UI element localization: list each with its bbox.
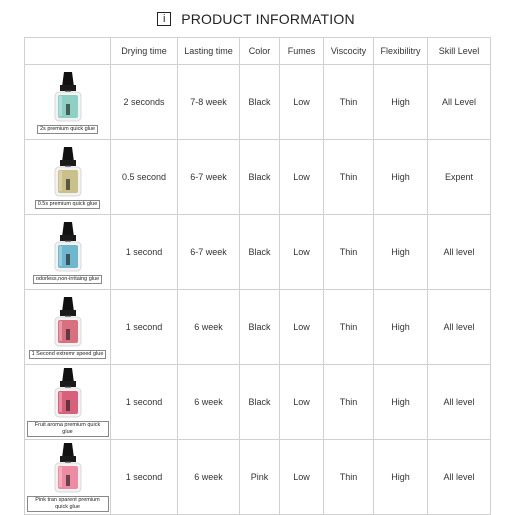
skill-level-cell: Expent: [428, 140, 491, 215]
product-cell: [25, 290, 111, 365]
lasting-time-cell: 6 week: [178, 290, 240, 365]
lasting-time-cell: 6-7 week: [178, 215, 240, 290]
fumes-cell: Low: [280, 65, 324, 140]
column-header-color: Color: [240, 38, 280, 65]
color-cell: Black: [240, 140, 280, 215]
table-row: [25, 140, 491, 215]
glue-bottle-image: [50, 221, 86, 273]
viscosity-cell: Thin: [324, 140, 374, 215]
lasting-time-cell: 6-7 week: [178, 140, 240, 215]
column-header-flexibility: Flexibilitry: [374, 38, 428, 65]
color-cell: Black: [240, 215, 280, 290]
table-row: [25, 215, 491, 290]
column-header-viscosity: Viscocity: [324, 38, 374, 65]
fumes-cell: Low: [280, 440, 324, 515]
lasting-time-cell: 6 week: [178, 440, 240, 515]
lasting-time-cell: 7-8 week: [178, 65, 240, 140]
skill-level-cell: All level: [428, 440, 491, 515]
glue-bottle-image: [50, 442, 86, 494]
page-title: PRODUCT INFORMATION: [181, 11, 355, 27]
product-name-label: 1 Second extremr speed glue: [29, 350, 107, 359]
column-header-skill-level: Skill Level: [428, 38, 491, 65]
drying-time-cell: 0.5 second: [111, 140, 178, 215]
color-cell: Black: [240, 65, 280, 140]
page-header: [0, 9, 512, 29]
color-cell: Pink: [240, 440, 280, 515]
drying-time-cell: 1 second: [111, 365, 178, 440]
product-cell: [25, 140, 111, 215]
product-name-label: 2s premium quick glue: [37, 125, 98, 134]
product-cell: [25, 365, 111, 440]
skill-level-cell: All Level: [428, 65, 491, 140]
flexibility-cell: High: [374, 140, 428, 215]
product-info-table: [24, 37, 491, 515]
viscosity-cell: Thin: [324, 215, 374, 290]
product-cell: [25, 65, 111, 140]
fumes-cell: Low: [280, 140, 324, 215]
fumes-cell: Low: [280, 290, 324, 365]
column-header-product: [25, 38, 111, 65]
product-name-label: Fruit aroma premium quick glue: [27, 421, 109, 437]
table-header-row: [25, 38, 491, 65]
skill-level-cell: All level: [428, 290, 491, 365]
skill-level-cell: All level: [428, 365, 491, 440]
column-header-lasting-time: Lasting time: [178, 38, 240, 65]
drying-time-cell: 1 second: [111, 215, 178, 290]
glue-bottle-image: [50, 367, 86, 419]
glue-bottle-image: [50, 146, 86, 198]
fumes-cell: Low: [280, 365, 324, 440]
color-cell: Black: [240, 290, 280, 365]
lasting-time-cell: 6 week: [178, 365, 240, 440]
product-name-label: 0.5s premium quick glue: [35, 200, 101, 209]
glue-bottle-image: [50, 71, 86, 123]
viscosity-cell: Thin: [324, 290, 374, 365]
viscosity-cell: Thin: [324, 440, 374, 515]
glue-bottle-image: [50, 296, 86, 348]
flexibility-cell: High: [374, 215, 428, 290]
flexibility-cell: High: [374, 290, 428, 365]
viscosity-cell: Thin: [324, 65, 374, 140]
flexibility-cell: High: [374, 365, 428, 440]
drying-time-cell: 1 second: [111, 290, 178, 365]
product-name-label: odorless,non-irritaing glue: [33, 275, 102, 284]
table-row: [25, 440, 491, 515]
column-header-drying-time: Drying time: [111, 38, 178, 65]
product-name-label: Pink tran sparent premium quick glue: [27, 496, 109, 512]
table-row: [25, 65, 491, 140]
flexibility-cell: High: [374, 440, 428, 515]
table-row: [25, 365, 491, 440]
skill-level-cell: All level: [428, 215, 491, 290]
color-cell: Black: [240, 365, 280, 440]
column-header-fumes: Fumes: [280, 38, 324, 65]
drying-time-cell: 2 seconds: [111, 65, 178, 140]
flexibility-cell: High: [374, 65, 428, 140]
table-row: [25, 290, 491, 365]
info-icon: i: [157, 12, 171, 26]
viscosity-cell: Thin: [324, 365, 374, 440]
product-cell: [25, 440, 111, 515]
drying-time-cell: 1 second: [111, 440, 178, 515]
product-cell: [25, 215, 111, 290]
fumes-cell: Low: [280, 215, 324, 290]
